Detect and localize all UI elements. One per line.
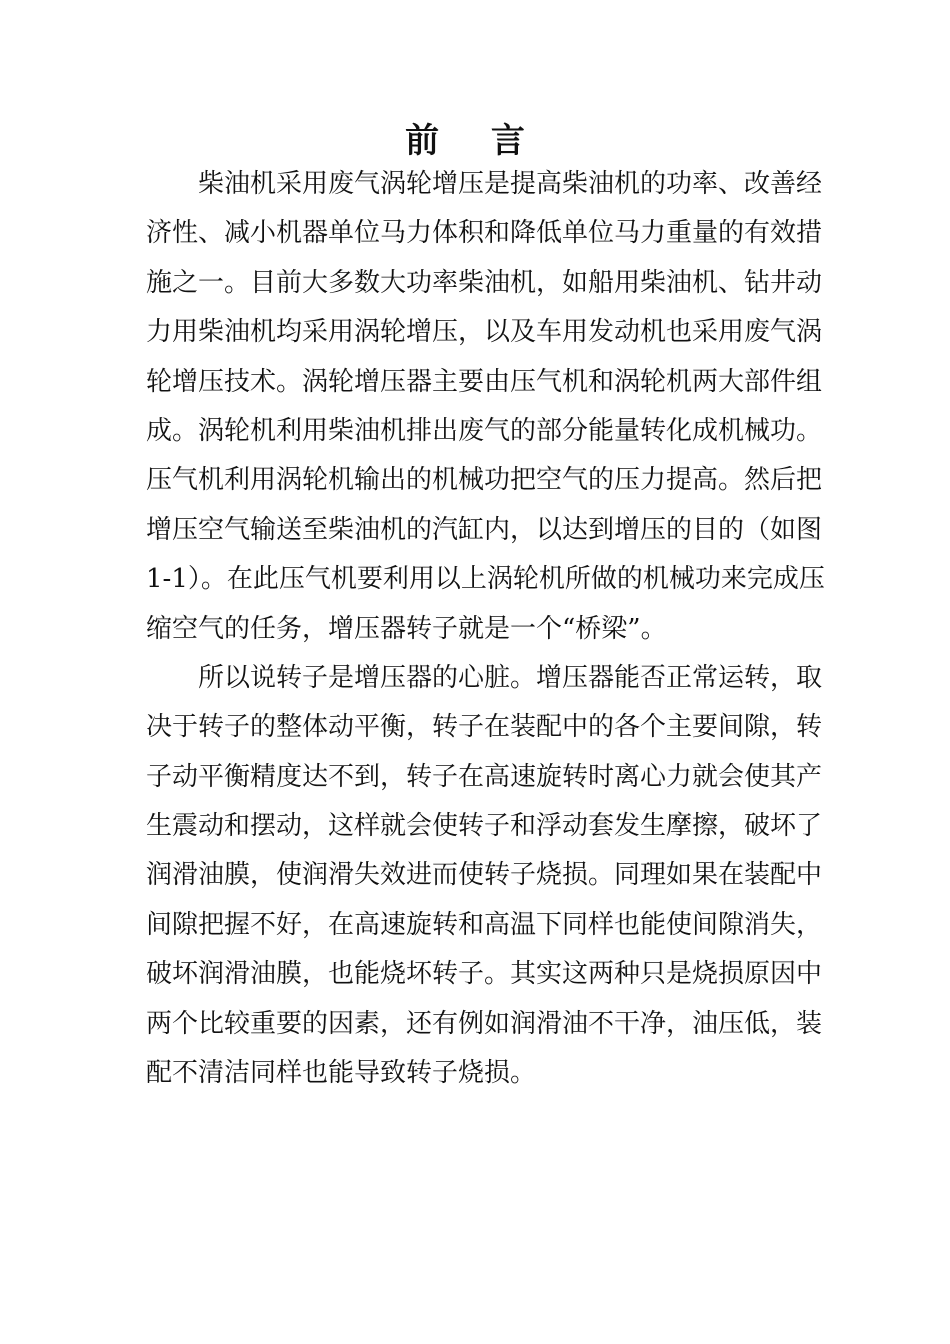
text-line: 柴油机采用废气涡轮增压是提高柴油机的功率、改善经 — [198, 169, 823, 199]
text-line: 两个比较重要的因素，还有例如润滑油不干净，油压低，装 — [146, 1008, 823, 1039]
text-line: 缩空气的任务，增压器转子就是一个“桥梁”。 — [146, 613, 667, 644]
text-line: 增压空气输送至柴油机的汽缸内，以达到增压的目的（如图 — [146, 514, 823, 545]
text-line: 子动平衡精度达不到，转子在高速旋转时离心力就会使其产 — [146, 761, 823, 792]
text-line: 力用柴油机均采用涡轮增压，以及车用发动机也采用废气涡 — [146, 317, 823, 348]
text-line: 1-1）。在此压气机要利用以上涡轮机所做的机械功来完成压 — [146, 564, 825, 595]
text-line: 压气机利用涡轮机输出的机械功把空气的压力提高。然后把 — [146, 465, 823, 496]
text-line: 生震动和摆动，这样就会使转子和浮动套发生摩擦，破坏了 — [146, 811, 823, 842]
text-line: 成。涡轮机利用柴油机排出废气的部分能量转化成机械功。 — [146, 415, 823, 446]
text-line: 济性、减小机器单位马力体积和降低单位马力重量的有效措 — [146, 218, 823, 249]
text-line: 所以说转子是增压器的心脏。增压器能否正常运转，取 — [198, 662, 823, 693]
text-line: 配不清洁同样也能导致转子烧损。 — [146, 1058, 537, 1089]
text-line: 决于转子的整体动平衡，转子在装配中的各个主要间隙，转 — [146, 712, 823, 743]
text-line: 润滑油膜，使润滑失效进而使转子烧损。同理如果在装配中 — [146, 860, 823, 891]
page-title: 前 言 — [405, 121, 545, 161]
body-text — [146, 160, 825, 1098]
text-line: 间隙把握不好，在高速旋转和高温下同样也能使间隙消失， — [146, 909, 823, 940]
paragraph-2 — [146, 654, 823, 1099]
paragraph-1 — [146, 160, 825, 654]
text-line: 破坏润滑油膜，也能烧坏转子。其实这两种只是烧损原因中 — [146, 959, 823, 990]
text-line: 施之一。目前大多数大功率柴油机，如船用柴油机、钻井动 — [146, 267, 823, 298]
text-line: 轮增压技术。涡轮增压器主要由压气机和涡轮机两大部件组 — [146, 366, 823, 397]
